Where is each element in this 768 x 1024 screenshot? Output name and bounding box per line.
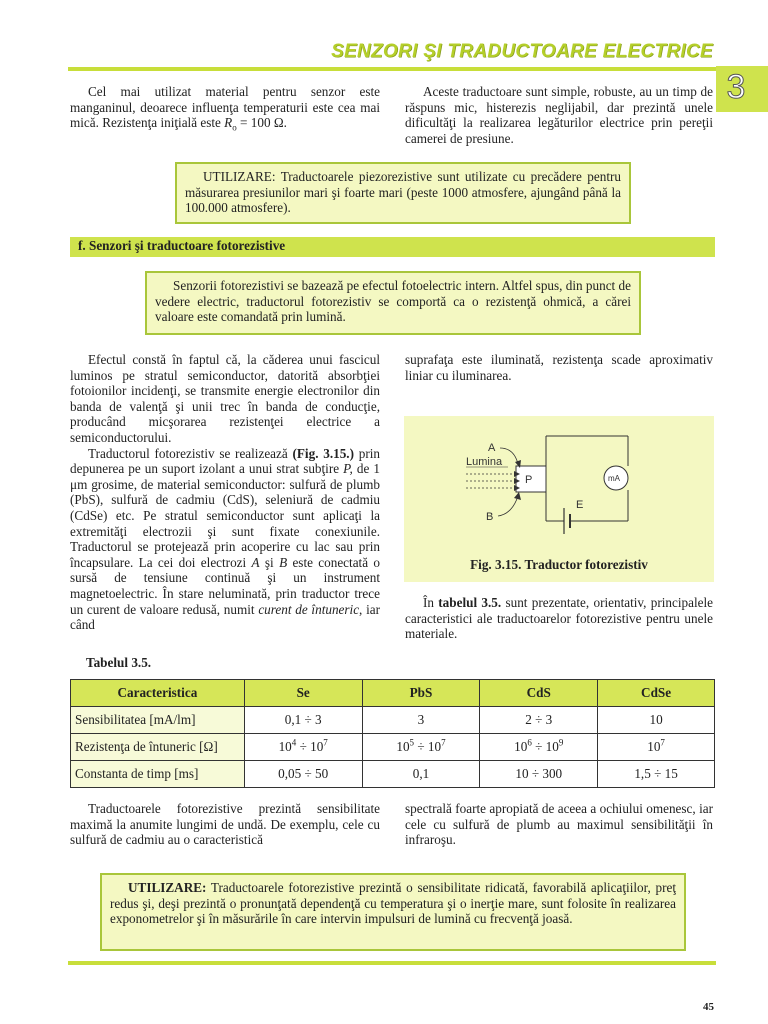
- intro-right-paragraph: Aceste traductoare sunt simple, robuste, au un timp de răspuns mic, histerezis neglijabil, dar prezintă unele dificultăţi la realizarea legăturilor electrice prin pereţii camerei de presiune.: [405, 84, 713, 146]
- body-right-bottom-paragraph: În tabelul 3.5. sunt prezentate, orientativ, principalele caracteristici ale traductoarelor fotorezistive pentru unele materiale.: [405, 595, 713, 642]
- table-cell: $10^7$: [598, 734, 715, 761]
- table-row: [71, 761, 715, 788]
- label-a: A: [488, 442, 496, 454]
- figure-3-15: [404, 416, 714, 582]
- usage-box-piezoresistive: UTILIZARE: Traductoarele piezorezistive sunt utilizate cu precădere pentru măsurarea presiunilor mari şi foarte mari (peste 1000 atmosfere, ajungând până la 100.000 atmosfere).: [175, 162, 631, 224]
- table-cell: $10^5 \div 10^7$: [362, 734, 480, 761]
- table-header-cell: Caracteristica: [71, 680, 245, 707]
- body-right-top-paragraph: suprafaţa este iluminată, rezistenţa scade aproximativ liniar cu iluminarea.: [405, 352, 713, 383]
- running-header-title: SENZORI ŞI TRADUCTOARE ELECTRICE: [331, 41, 713, 62]
- table-header-row: [71, 680, 715, 707]
- table-cell: 0,05 ÷ 50: [244, 761, 362, 788]
- footer-rule: [68, 961, 716, 965]
- bottom-right-paragraph: spectrală foarte apropiată de aceea a ochiului omenesc, iar cele cu sulfură de plumb au maximul sensibilităţii în infraroşu.: [405, 801, 713, 848]
- chapter-number: 3: [726, 68, 746, 106]
- table-cell: Constanta de timp [ms]: [71, 761, 245, 788]
- table-cell: Sensibilitatea [mA/lm]: [71, 707, 245, 734]
- intro-left-paragraph: Cel mai utilizat material pentru senzor este manganinul, deoarece influenţa temperaturii este cea mai mică. Rezistenţa iniţială este $R_o = 100$ Ω.: [70, 84, 380, 133]
- table-row: [71, 734, 715, 761]
- body-left-column: Efectul constă în faptul că, la căderea unui fascicul luminos pe stratul semiconductor, datorită absorbţiei fotoionilor incidenţi, se transmite energie electronilor din banda de valenţă şi unii trec în banda de conducţie, producând micşorarea rezistenţei electrice a semiconductorului. Traductorul fotorezistiv se realizează (Fig. 3.15.) prin depunerea pe un suport izolant a unui strat subţire P, de 1 μm grosime, de material semiconductor: sulfură de plumb (PbS), sulfură de cadmiu (CdS), seleniură de cadmiu (CdSe) etc. Pe stratul semiconductor sunt aplicaţi la extremităţi electrozii şi sunt fixate conexiunile. Traductorul se protejează prin acoperire cu lac sau prin încapsulare. La cei doi electrozi A şi B este conectată o sursă de tensiune continuă şi un instrument magnetoelectric. În stare neluminată, prin traductor trece un curent de valoare redusă, numit curent de întuneric, iar când: [70, 352, 380, 633]
- label-lumina: Lumina: [466, 456, 503, 468]
- bottom-left-paragraph: Traductoarele fotorezistive prezintă sensibilitate maximă la anumite lungimi de undă. De exemplu, cele cu sulfură de cadmiu au o caracteristică: [70, 801, 380, 848]
- figure-caption: Fig. 3.15. Traductor fotorezistiv: [470, 557, 648, 572]
- section-heading-f: f. Senzori şi traductoare fotorezistive: [70, 237, 715, 257]
- table-row: [71, 707, 715, 734]
- label-b: B: [486, 511, 494, 523]
- table-cell: $10^4 \div 10^7$: [244, 734, 362, 761]
- table-cell: 10: [598, 707, 715, 734]
- label-e: E: [576, 499, 584, 511]
- label-p: P: [525, 474, 533, 486]
- header-rule: [68, 67, 716, 71]
- table-header-cell: PbS: [362, 680, 480, 707]
- definition-box-photoresistive: Senzorii fotorezistivi se bazează pe efectul fotoelectric intern. Altfel spus, din punct de vedere electric, traductorul fotorezistiv se comportă ca o rezistenţă ohmică, a cărei valoare este comandată prin lumină.: [145, 271, 641, 335]
- table-cell: 1,5 ÷ 15: [598, 761, 715, 788]
- table-title: Tabelul 3.5.: [86, 655, 152, 670]
- table-cell: 2 ÷ 3: [480, 707, 598, 734]
- table-cell: 10 ÷ 300: [480, 761, 598, 788]
- table-header-cell: CdS: [480, 680, 598, 707]
- table-cell: $10^6 \div 10^9$: [480, 734, 598, 761]
- characteristics-table: [70, 679, 715, 788]
- table-header-cell: CdSe: [598, 680, 715, 707]
- table-cell: 3: [362, 707, 480, 734]
- table-cell: 0,1 ÷ 3: [244, 707, 362, 734]
- page-number: 45: [703, 1001, 714, 1013]
- table-cell: Rezistenţa de întuneric [Ω]: [71, 734, 245, 761]
- label-ma: mA: [608, 474, 620, 483]
- usage-box-photoresistive: UTILIZARE: Traductoarele fotorezistive prezintă o sensibilitate ridicată, favorabilă aplicaţiilor, preţ redus şi, deşi prezintă o pronunţată dependenţă cu temperatura şi o inerţie mare, sunt folosite în realizarea exponometrelor şi în măsurările în care intervin impulsuri de lumină cu frecvenţă joasă.: [100, 873, 686, 951]
- photoresistor-diagram: [404, 416, 714, 556]
- table-header-cell: Se: [244, 680, 362, 707]
- table-cell: 0,1: [362, 761, 480, 788]
